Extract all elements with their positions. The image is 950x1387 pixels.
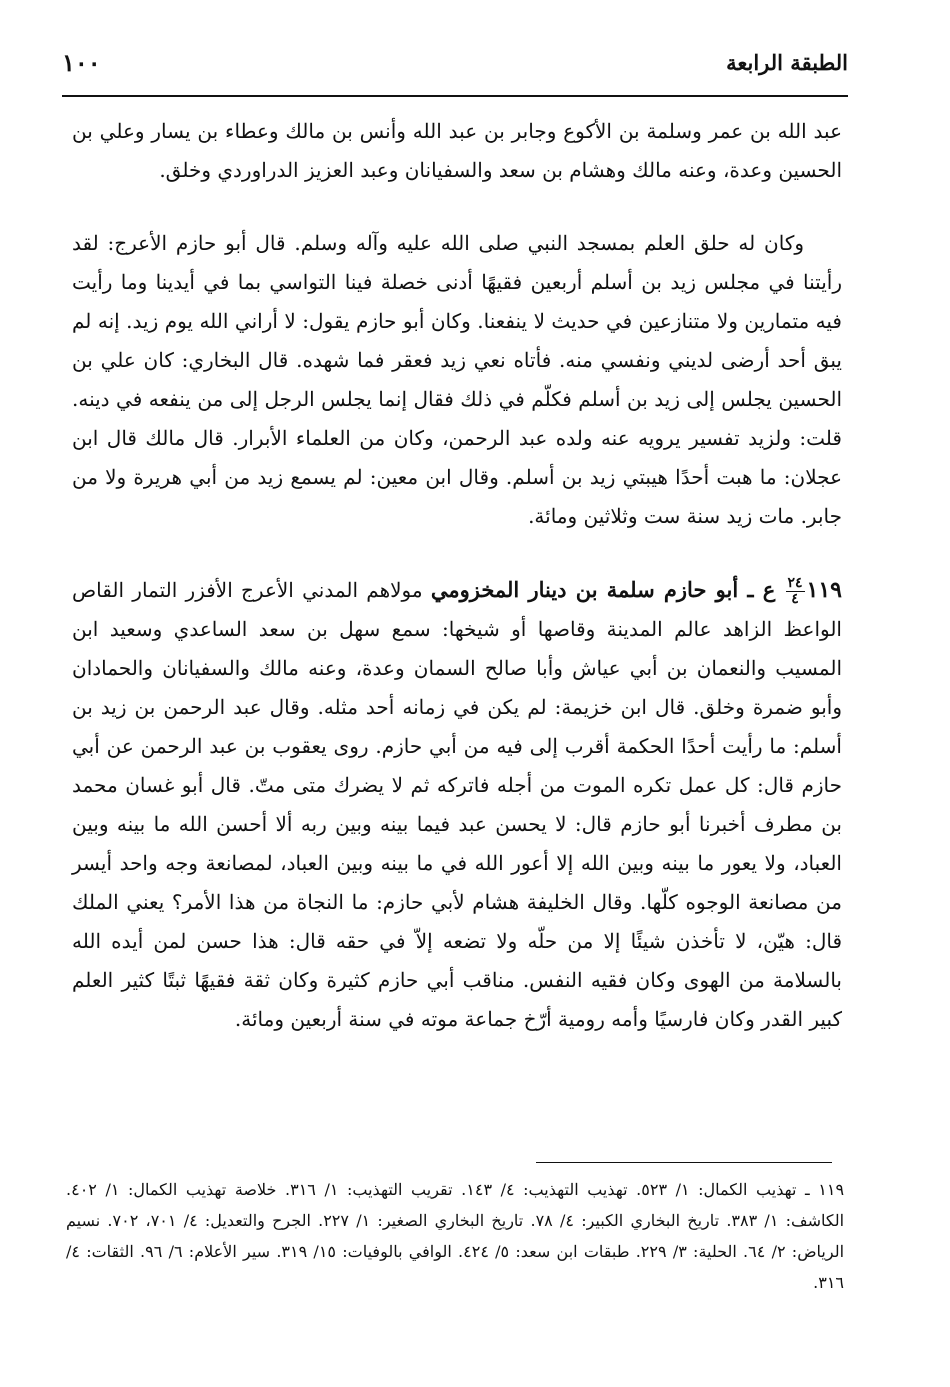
- footnote-text: ١١٩ ـ تهذيب الكمال: ١/ ٥٢٣. تهذيب التهذيب: ٤/ ١٤٣. تقريب التهذيب: ١/ ٣١٦. خلاصة تهذيب الكمال: ١/ ٤٠٢. الكاشف: ١/ ٣٨٣. تاريخ البخاري الكبير: ٤/ ٧٨. تاريخ البخاري الصغير: ١/ ٢٢٧. الجرح والتعديل: ٤/ ٧٠١، ٧٠٢. نسيم الرياض: ٢/ ٦٤. الحلية: ٣/ ٢٢٩. طبقات ابن سعد: ٥/ ٤٢٤. الوافي بالوفيات: ١٥/ ٣١٩. سير الأعلام: ٦/ ٩٦. الثقات: ٤/ ٣١٦.: [66, 1180, 845, 1292]
- entry-number: ١١٩: [806, 577, 842, 603]
- paragraph-continuation: عبد الله بن عمر وسلمة بن الأكوع وجابر بن عبد الله وأنس بن مالك وعطاء بن يسار وعلي بن الحسين وعدة، وعنه مالك وهشام بن سعد والسفيانان وعبد العزيز الدراوردي وخلق.: [72, 119, 842, 182]
- footnote: [66, 1174, 844, 1298]
- header-rule: [62, 95, 848, 97]
- running-title: الطبقة الرابعة: [726, 49, 848, 75]
- fraction-denominator: ٤: [791, 591, 799, 607]
- biography-entry: [72, 570, 842, 1039]
- page-number: ١٠٠: [62, 47, 101, 77]
- paragraph-zayd: وكان له حلق العلم بمسجد النبي صلى الله عليه وآله وسلم. قال أبو حازم الأعرج: لقد رأيتنا في مجلس زيد بن أسلم أربعين فقيهًا أدنى خصلة فينا التواسي بما في أيدينا وما رأيت فيه متمارين ولا متنازعين في حديث لا ينفعنا. وكان أبو حازم يقول: لا أراني الله يوم زيد. إنه لم يبق أحد أرضى لديني ونفسي منه. فأتاه نعي زيد فعقر فما شهده. قال البخاري: كان علي بن الحسين يجلس إلى زيد بن أسلم فكلّم في ذلك فقال إنما يجلس الرجل إلى من ينفعه في دينه. قلت: ولزيد تفسير يرويه عنه ولده عبد الرحمن، وكان من العلماء الأبرار. قال مالك قال ابن عجلان: ما هبت أحدًا هيبتي زيد بن أسلم. وقال ابن معين: لم يسمع زيد من أبي هريرة ولا من جابر. مات زيد سنة ست وثلاثين ومائة.: [72, 231, 842, 528]
- entry-heading: ع ـ أبو حازم سلمة بن دينار المخزومي: [430, 577, 776, 602]
- footnote-rule: [536, 1162, 832, 1163]
- main-text: [72, 112, 842, 1039]
- entry-text: مولاهم المدني الأعرج الأفزر التمار القاص الواعظ الزاهد عالم المدينة وقاصها أو شيخها: سمع سهل بن سعد الساعدي وسعيد ابن المسيب والنعمان بن أبي عياش وأبا صالح السمان وعدة، وعنه مالك والسفيانان والحمادان وأبو ضمرة وخلق. قال ابن خزيمة: لم يكن في زمانه أحد مثله. وقال عبد الرحمن بن زيد بن أسلم: ما رأيت أحدًا الحكمة أقرب إلى فيه من أبي حازم. روى يعقوب بن عبد الرحمن عن أبي حازم قال: كل عمل تكره الموت من أجله فاتركه ثم لا يضرك متى متّ. قال أبو غسان محمد بن مطرف أخبرنا أبو حازم قال: لا يحسن عبد فيما بينه وبين ربه ألا أحسن الله ما بينه وبين العباد، ولا يعور ما بينه وبين الله إلا أعور الله في ما بينه وبين العباد، لمصانعة وجه واحد أيسر من مصانعة الوجوه كلّها. وقال الخليفة هشام لأبي حازم: ما النجاة من هذا الأمر؟ يعني الملك قال: هيّن، لا تأخذن شيئًا إلا من حلّه ولا تضعه إلاّ في حقه قال: هذا حسن لمن أيده الله بالسلامة من الهوى وكان فقيه النفس. مناقب أبي حازم كثيرة وكان ثقة فقيهًا ثبتًا كثير العلم كبير القدر وكان فارسيًا وأمه رومية أرّخ جماعة موته في سنة أربعين ومائة.: [72, 578, 842, 1031]
- page-header: [62, 42, 848, 82]
- entry-fraction: [786, 576, 805, 607]
- fraction-numerator: ٢٤: [787, 575, 803, 591]
